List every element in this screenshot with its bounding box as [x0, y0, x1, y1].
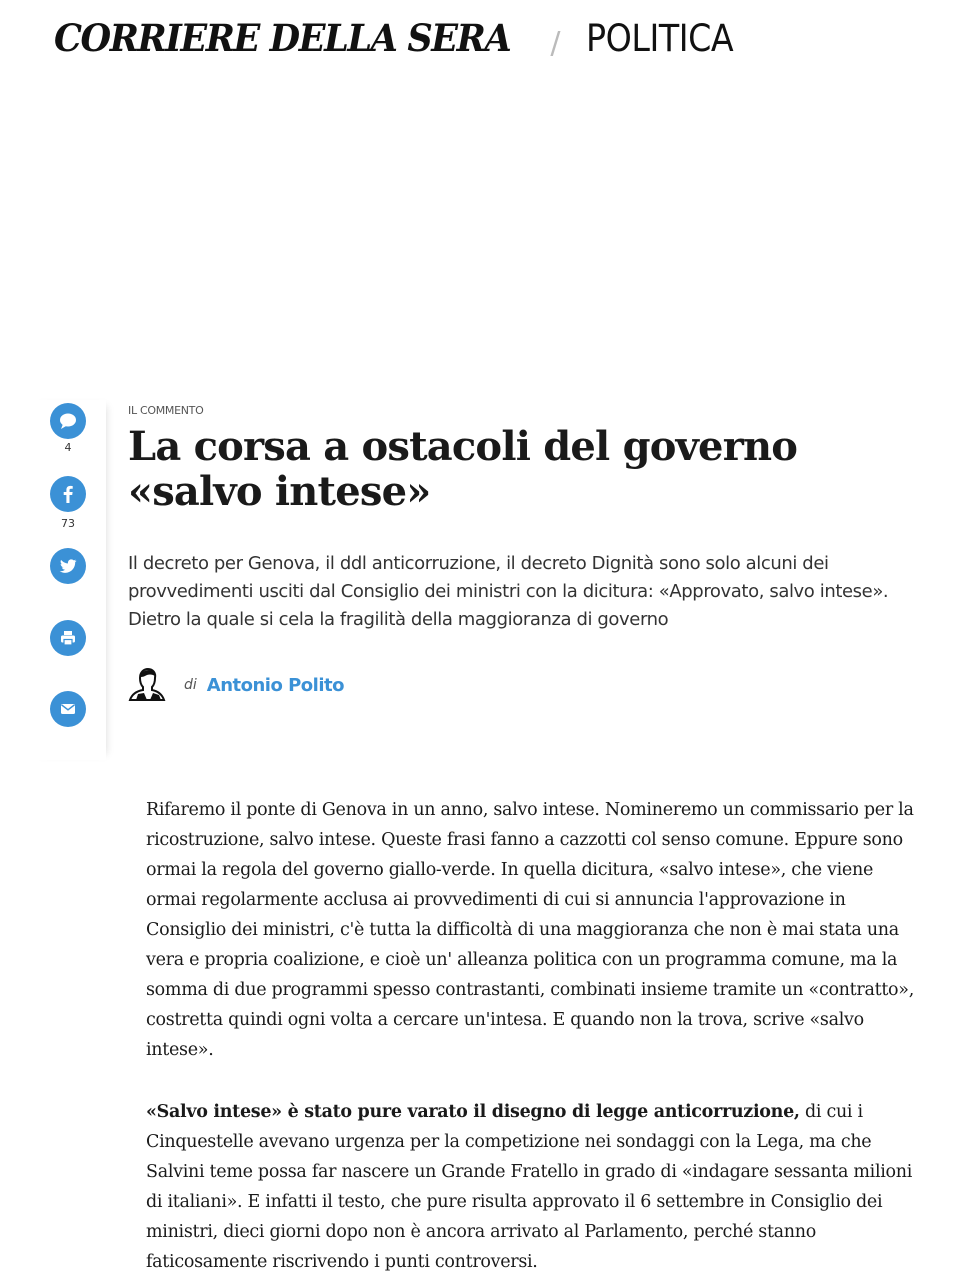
article-paragraph [146, 1097, 916, 1277]
printer-icon [58, 628, 78, 648]
site-logo[interactable]: CORRIERE DELLA SERA [54, 16, 511, 60]
article-title: La corsa a ostacoli del governo «salvo intese» [128, 423, 798, 515]
comments-count: 4 [64, 441, 72, 454]
byline-prefix: di [184, 677, 197, 693]
paragraph-lead: «Salvo intese» è stato pure varato il disegno di legge anticorruzione, [146, 1102, 800, 1122]
envelope-icon [58, 699, 78, 719]
comments-button[interactable] [50, 403, 86, 439]
print-button[interactable] [50, 620, 86, 656]
article-paragraph [146, 795, 916, 1065]
paragraph-text: di cui i Cinquestelle avevano urgenza per la competizione nei sondaggi con la Lega, ma che Salvini teme possa far nascere un Grande Fratello in grado di «indagare sessanta milioni di italiani». E infatti il testo, che pure risulta approvato il 6 settembre in Consiglio dei ministri, dieci giorni dopo non è ancora arrivato al Parlamento, perché stanno faticosamente riscrivendo i punti controversi. [146, 1102, 913, 1272]
paragraph-text: Rifaremo il ponte di Genova in un anno, salvo intese. Nomineremo un commissario per la ricostruzione, salvo intese. Queste frasi fanno a cazzotti col senso comune. Eppure sono ormai la regola del governo giallo-verde. In quella dicitura, «salvo intese», che viene ormai regolarmente acclusa ai provvedimenti di cui si annuncia l'approvazione in Consiglio dei ministri, c'è tutta la difficoltà di una maggioranza che non è mai stata una vera e propria coalizione, e cioè un' alleanza politica con un programma comune, ma la somma di due programmi spesso contrastanti, combinati insieme tramite un «contratto», costretta quindi ogni volta a cercare un'intesa. E quando non la trova, scrive «salvo intese». [146, 800, 914, 1060]
article-body [146, 795, 916, 1280]
twitter-share-button[interactable] [50, 548, 86, 584]
site-header [54, 10, 750, 66]
header-separator: / [550, 25, 561, 61]
article-summary: Il decreto per Genova, il ddl anticorruzione, il decreto Dignità sono solo alcuni dei provvedimenti usciti dal Consiglio dei ministri con la dicitura: «Approvato, salvo intese». Dietro la quale si cela la fragilità della maggioranza di governo [128, 553, 889, 630]
facebook-share-count: 73 [61, 517, 75, 530]
article-kicker: IL COMMENTO [128, 404, 204, 417]
section-title[interactable]: POLITICA [586, 16, 734, 60]
comment-bubble-icon [57, 410, 79, 432]
email-share-button[interactable] [50, 691, 86, 727]
social-share-bar [28, 400, 106, 760]
author-link[interactable]: Antonio Polito [206, 674, 344, 696]
byline [126, 664, 344, 706]
author-avatar[interactable] [126, 664, 168, 706]
facebook-icon [57, 483, 79, 505]
facebook-share-button[interactable] [50, 476, 86, 512]
twitter-bird-icon [58, 556, 78, 576]
